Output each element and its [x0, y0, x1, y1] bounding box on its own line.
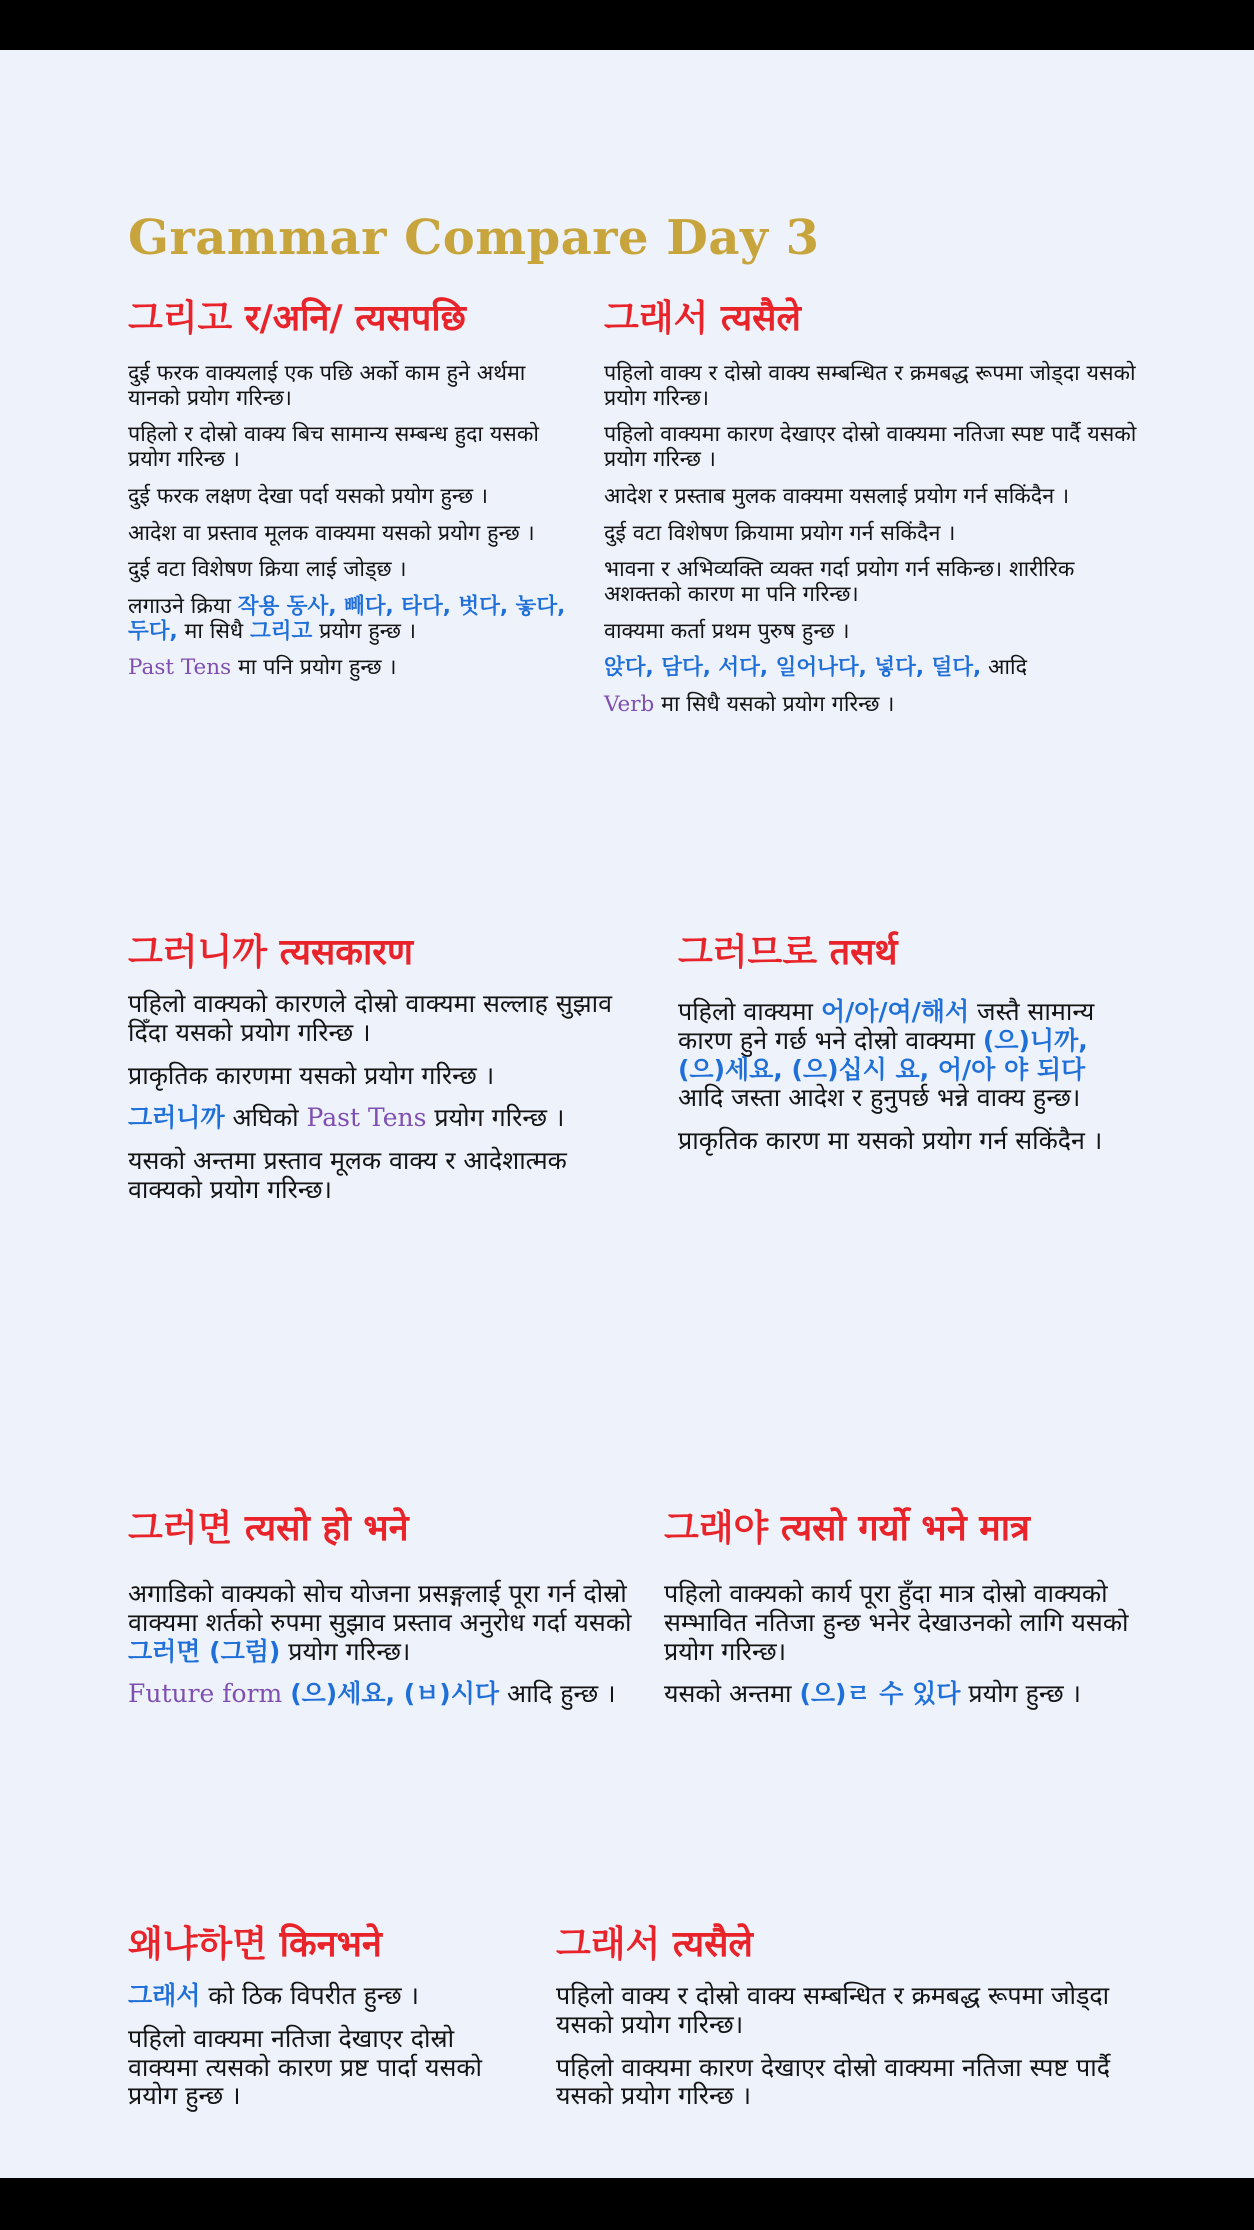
geuraeseo-2-rules — [556, 1982, 1156, 2125]
rule-text: पहिलो वाक्यमा नतिजा देखाएर दोस्रो वाक्यमा त्यसको कारण प्रष्ट पार्दा यसको प्रयोग हुन्छ । — [128, 2023, 483, 2111]
heading-geureonikka: 그러니까 त्यसकारण — [128, 932, 414, 973]
grammar-page — [0, 50, 1254, 2178]
rule-text: पहिलो वाक्य र दोस्रो वाक्य सम्बन्धित र क्रमबद्ध रूपमा जोड्दा यसको प्रयोग गरिन्छ। — [604, 361, 1136, 411]
rule-text: भावना र अभिव्यक्ति व्यक्त गर्दा प्रयोग गर्न सकिन्छ। शारीरिक अशक्तको कारण मा पनि गरिन्छ। — [604, 557, 1075, 608]
page-title: Grammar Compare Day 3 — [128, 210, 820, 266]
rule-text: दुई वटा विशेषण क्रिया लाई जोड्छ । — [128, 557, 407, 583]
rule-text-part: प्रयोग गरिन्छ। — [280, 1636, 411, 1666]
geureomeuro-rules — [678, 998, 1128, 1170]
heading-waenyahamyeon: 왜냐하면 किनभने — [128, 1924, 382, 1965]
geureomyeon-rules — [128, 1580, 658, 1723]
rule-text: पहिलो वाक्यमा कारण देखाएर दोस्रो वाक्यमा नतिजा स्पष्ट पार्दै यसको प्रयोग गरिन्छ । — [556, 2052, 1111, 2111]
rule-text — [678, 998, 1128, 1113]
rule-text — [664, 1680, 1144, 1709]
korean-verbs: 작용 동사, 빼다, 타다, 벗다, 놓다, 두다, — [128, 594, 566, 644]
waenyahamyeon-rules — [128, 1982, 528, 2125]
rule-text-part: जस्तै सामान्य कारण हुने गर्छ भने दोस्रो वाक्यमा — [678, 997, 1095, 1055]
rule-text-part: यसको अन्तमा — [664, 1679, 800, 1709]
korean-endings: (으)세요, (ㅂ)시다 — [290, 1679, 500, 1709]
rule-text-part — [282, 1679, 290, 1708]
heading-geuraeya: 그래야 त्यसो गर्यो भने मात्र — [664, 1508, 1030, 1549]
korean-term: 어/아/여/해서 — [820, 997, 970, 1026]
geuraeseo-rules — [604, 362, 1149, 730]
rule-text: पहिलो वाक्यमा कारण देखाएर दोस्रो वाक्यमा नतिजा स्पष्ट पार्दै यसको प्रयोग गरिन्छ । — [604, 422, 1137, 473]
rule-text — [604, 693, 1149, 718]
rule-text-part: पहिलो वाक्यमा — [678, 997, 821, 1026]
rule-text — [128, 1104, 648, 1133]
rule-text: आदेश र प्रस्ताब मुलक वाक्यमा यसलाई प्रयोग गर्न सकिंदैन । — [604, 483, 1070, 509]
rule-text: दुई वटा विशेषण क्रियामा प्रयोग गर्न सकिंदैन । — [604, 520, 956, 546]
rule-text: वाक्यमा कर्ता प्रथम पुरुष हुन्छ । — [604, 618, 850, 644]
heading-geureomyeon: 그러면 त्यसो हो भने — [128, 1508, 409, 1549]
rule-text: पहिलो वाक्यको कारणले दोस्रो वाक्यमा सल्लाह सुझाव दिँदा यसको प्रयोग गरिन्छ । — [128, 989, 613, 1047]
rule-text — [128, 656, 566, 681]
korean-verbs: 앉다, 담다, 서다, 일어나다, 넣다, 덜다, — [604, 655, 982, 681]
rule-text: प्राकृतिक कारणमा यसको प्रयोग गरिन्छ । — [128, 1060, 495, 1090]
rule-text-part: मा पनि प्रयोग हुन्छ । — [231, 655, 397, 681]
korean-term: 그러면 (그럼) — [128, 1636, 281, 1666]
heading-geureomeuro: 그러므로 तसर्थ — [678, 932, 898, 973]
rule-text: दुई फरक वाक्यलाई एक पछि अर्को काम हुने अर्थमा यानको प्रयोग गरिन्छ। — [128, 361, 526, 411]
rule-text-part: आदि जस्ता आदेश र हुनुपर्छ भन्ने वाक्य हुन्छ। — [678, 1083, 1081, 1113]
rule-text: पहिलो र दोस्रो वाक्य बिच सामान्य सम्बन्ध हुदा यसको प्रयोग गरिन्छ । — [128, 422, 539, 473]
rule-text-part: प्रयोग हुन्छ । — [312, 618, 416, 644]
rule-text-part: आदि — [981, 655, 1027, 681]
korean-ending: (으)ㄹ 수 있다 — [799, 1679, 961, 1709]
rule-text-part: प्रयोग हुन्छ । — [960, 1679, 1082, 1709]
rule-text-part: अघिको — [224, 1103, 307, 1133]
rule-text-part: मा सिधै यसको प्रयोग गरिन्छ । — [654, 692, 895, 718]
rule-text — [128, 595, 566, 644]
rule-text: यसको अन्तमा प्रस्ताव मूलक वाक्य र आदेशात्मक वाक्यको प्रयोग गरिन्छ। — [128, 1146, 567, 1204]
korean-term: 그래서 — [128, 1981, 201, 2010]
rule-text — [128, 1982, 528, 2011]
heading-geuraeseo-2: 그래서 त्यसैले — [556, 1924, 753, 1965]
rule-text: पहिलो वाक्यको कार्य पूरा हुँदा मात्र दोस्रो वाक्यको सम्भावित नतिजा हुन्छ भनेर देखाउनको लागि यसको प्रयोग गरिन्छ। — [664, 1579, 1129, 1666]
rule-text-part: मा सिधै — [177, 618, 250, 644]
rule-text-part: प्रयोग गरिन्छ । — [426, 1103, 565, 1133]
rule-text — [128, 1680, 658, 1709]
rule-text: आदेश वा प्रस्ताव मूलक वाक्यमा यसको प्रयोग हुन्छ । — [128, 520, 535, 546]
rule-text-part: को ठिक विपरीत हुन्छ । — [200, 1981, 420, 2010]
rule-text: प्राकृतिक कारण मा यसको प्रयोग गर्न सकिंदैन । — [678, 1126, 1103, 1155]
rule-text: पहिलो वाक्य र दोस्रो वाक्य सम्बन्धित र क्रमबद्ध रूपमा जोड्दा यसको प्रयोग गरिन्छ। — [556, 1981, 1110, 2039]
geureonikka-rules — [128, 990, 648, 1219]
korean-term: 그리고 — [249, 618, 313, 644]
geurigo-rules — [128, 362, 566, 693]
korean-endings: (으)니까, (으)세요, (으)십시 요, 어/아 야 되다 — [678, 1025, 1088, 1084]
heading-geurigo: 그리고 र/अनि/ त्यसपछि — [128, 298, 466, 339]
english-term: Verb — [604, 692, 655, 718]
english-term: Past Tens — [128, 655, 232, 681]
rule-text — [604, 656, 1149, 681]
rule-text-part: लगाउने क्रिया — [128, 594, 238, 620]
geuraeya-rules — [664, 1580, 1144, 1723]
rule-text-part: आदि हुन्छ । — [499, 1679, 616, 1709]
heading-geuraeseo: 그래서 त्यसैले — [604, 298, 801, 339]
english-term: Future form — [128, 1679, 283, 1709]
rule-text — [128, 1580, 658, 1666]
rule-text: दुई फरक लक्षण देखा पर्दा यसको प्रयोग हुन्छ । — [128, 483, 489, 509]
english-term: Past Tens — [306, 1103, 427, 1133]
korean-term: 그러니까 — [128, 1103, 225, 1133]
rule-text-part: अगाडिको वाक्यको सोच योजना प्रसङ्गलाई पूरा गर्न दोस्रो वाक्यमा शर्तको रुपमा सुझाव प्रस्ताव अनुरोध गर्दा यसको — [128, 1579, 632, 1637]
